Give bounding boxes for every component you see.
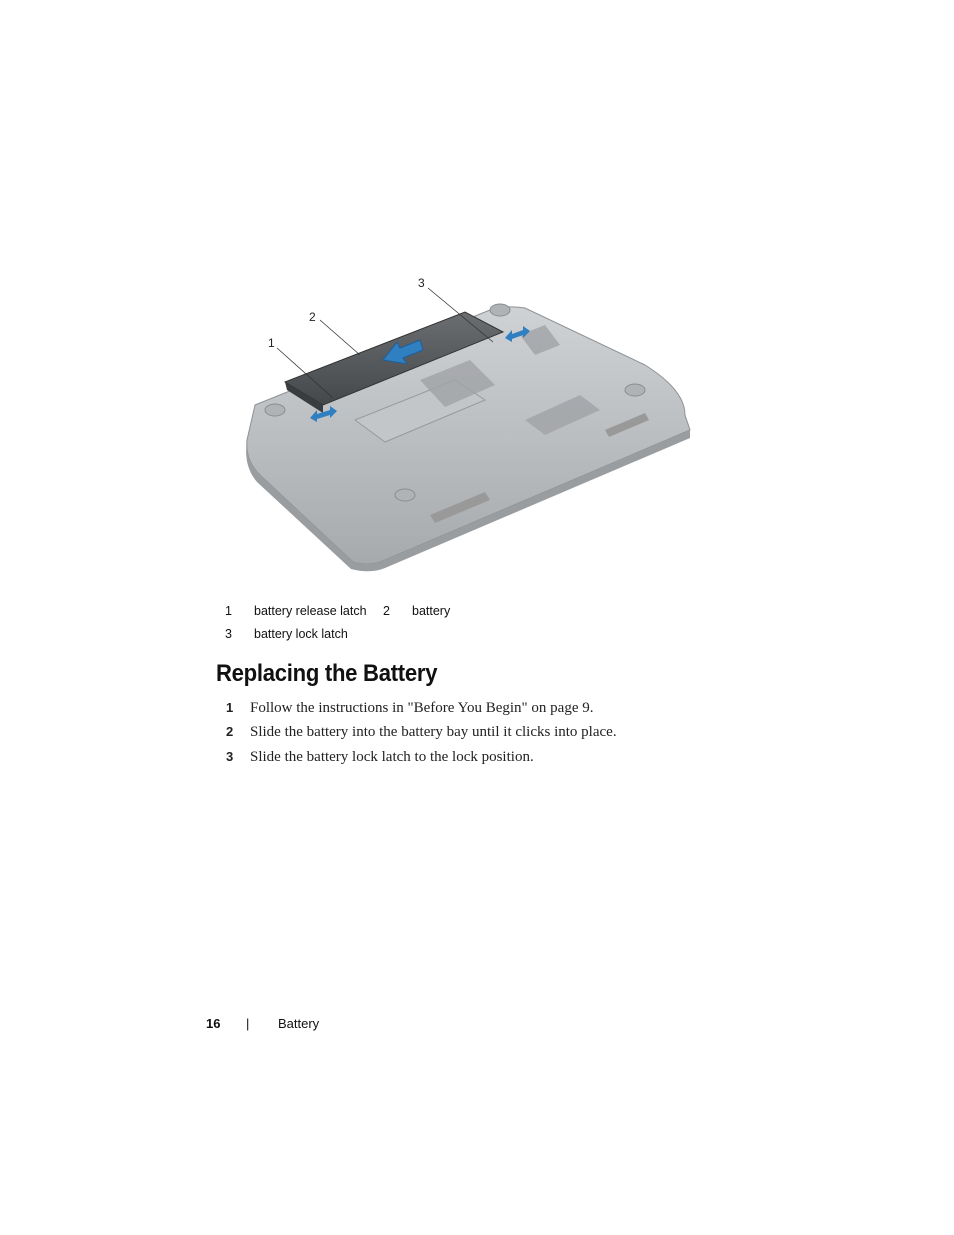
legend-number: 2 [383,604,390,618]
callout-3: 3 [418,276,425,290]
legend-label: battery [412,604,451,618]
legend-label: battery release latch [254,604,367,618]
step-text: Slide the battery into the battery bay until it clicks into place. [250,724,617,740]
legend-number: 3 [225,627,232,641]
laptop-battery-illustration [235,270,705,580]
footer-separator: | [246,1016,250,1031]
page-number: 16 [206,1016,221,1031]
step-item [226,700,593,717]
chapter-name: Battery [278,1016,320,1031]
step-number: 3 [226,749,234,764]
step-item [226,749,534,766]
callout-1: 1 [268,336,275,350]
step-item [226,724,617,741]
step-text: Follow the instructions in "Before You Begin" on page 9. [250,700,594,716]
rubber-foot [625,384,645,396]
step-number: 1 [226,700,234,715]
section-title: Replacing the Battery [216,660,438,687]
legend-label: battery lock latch [254,627,348,641]
leader-line-2 [320,320,360,355]
callout-2: 2 [309,310,316,324]
rubber-foot [265,404,285,416]
legend-number: 1 [225,604,232,618]
step-text: Slide the battery lock latch to the lock position. [250,749,534,765]
laptop-bottom-drawing [235,270,705,580]
step-number: 2 [226,724,234,739]
rubber-foot [395,489,415,501]
rubber-foot [490,304,510,316]
